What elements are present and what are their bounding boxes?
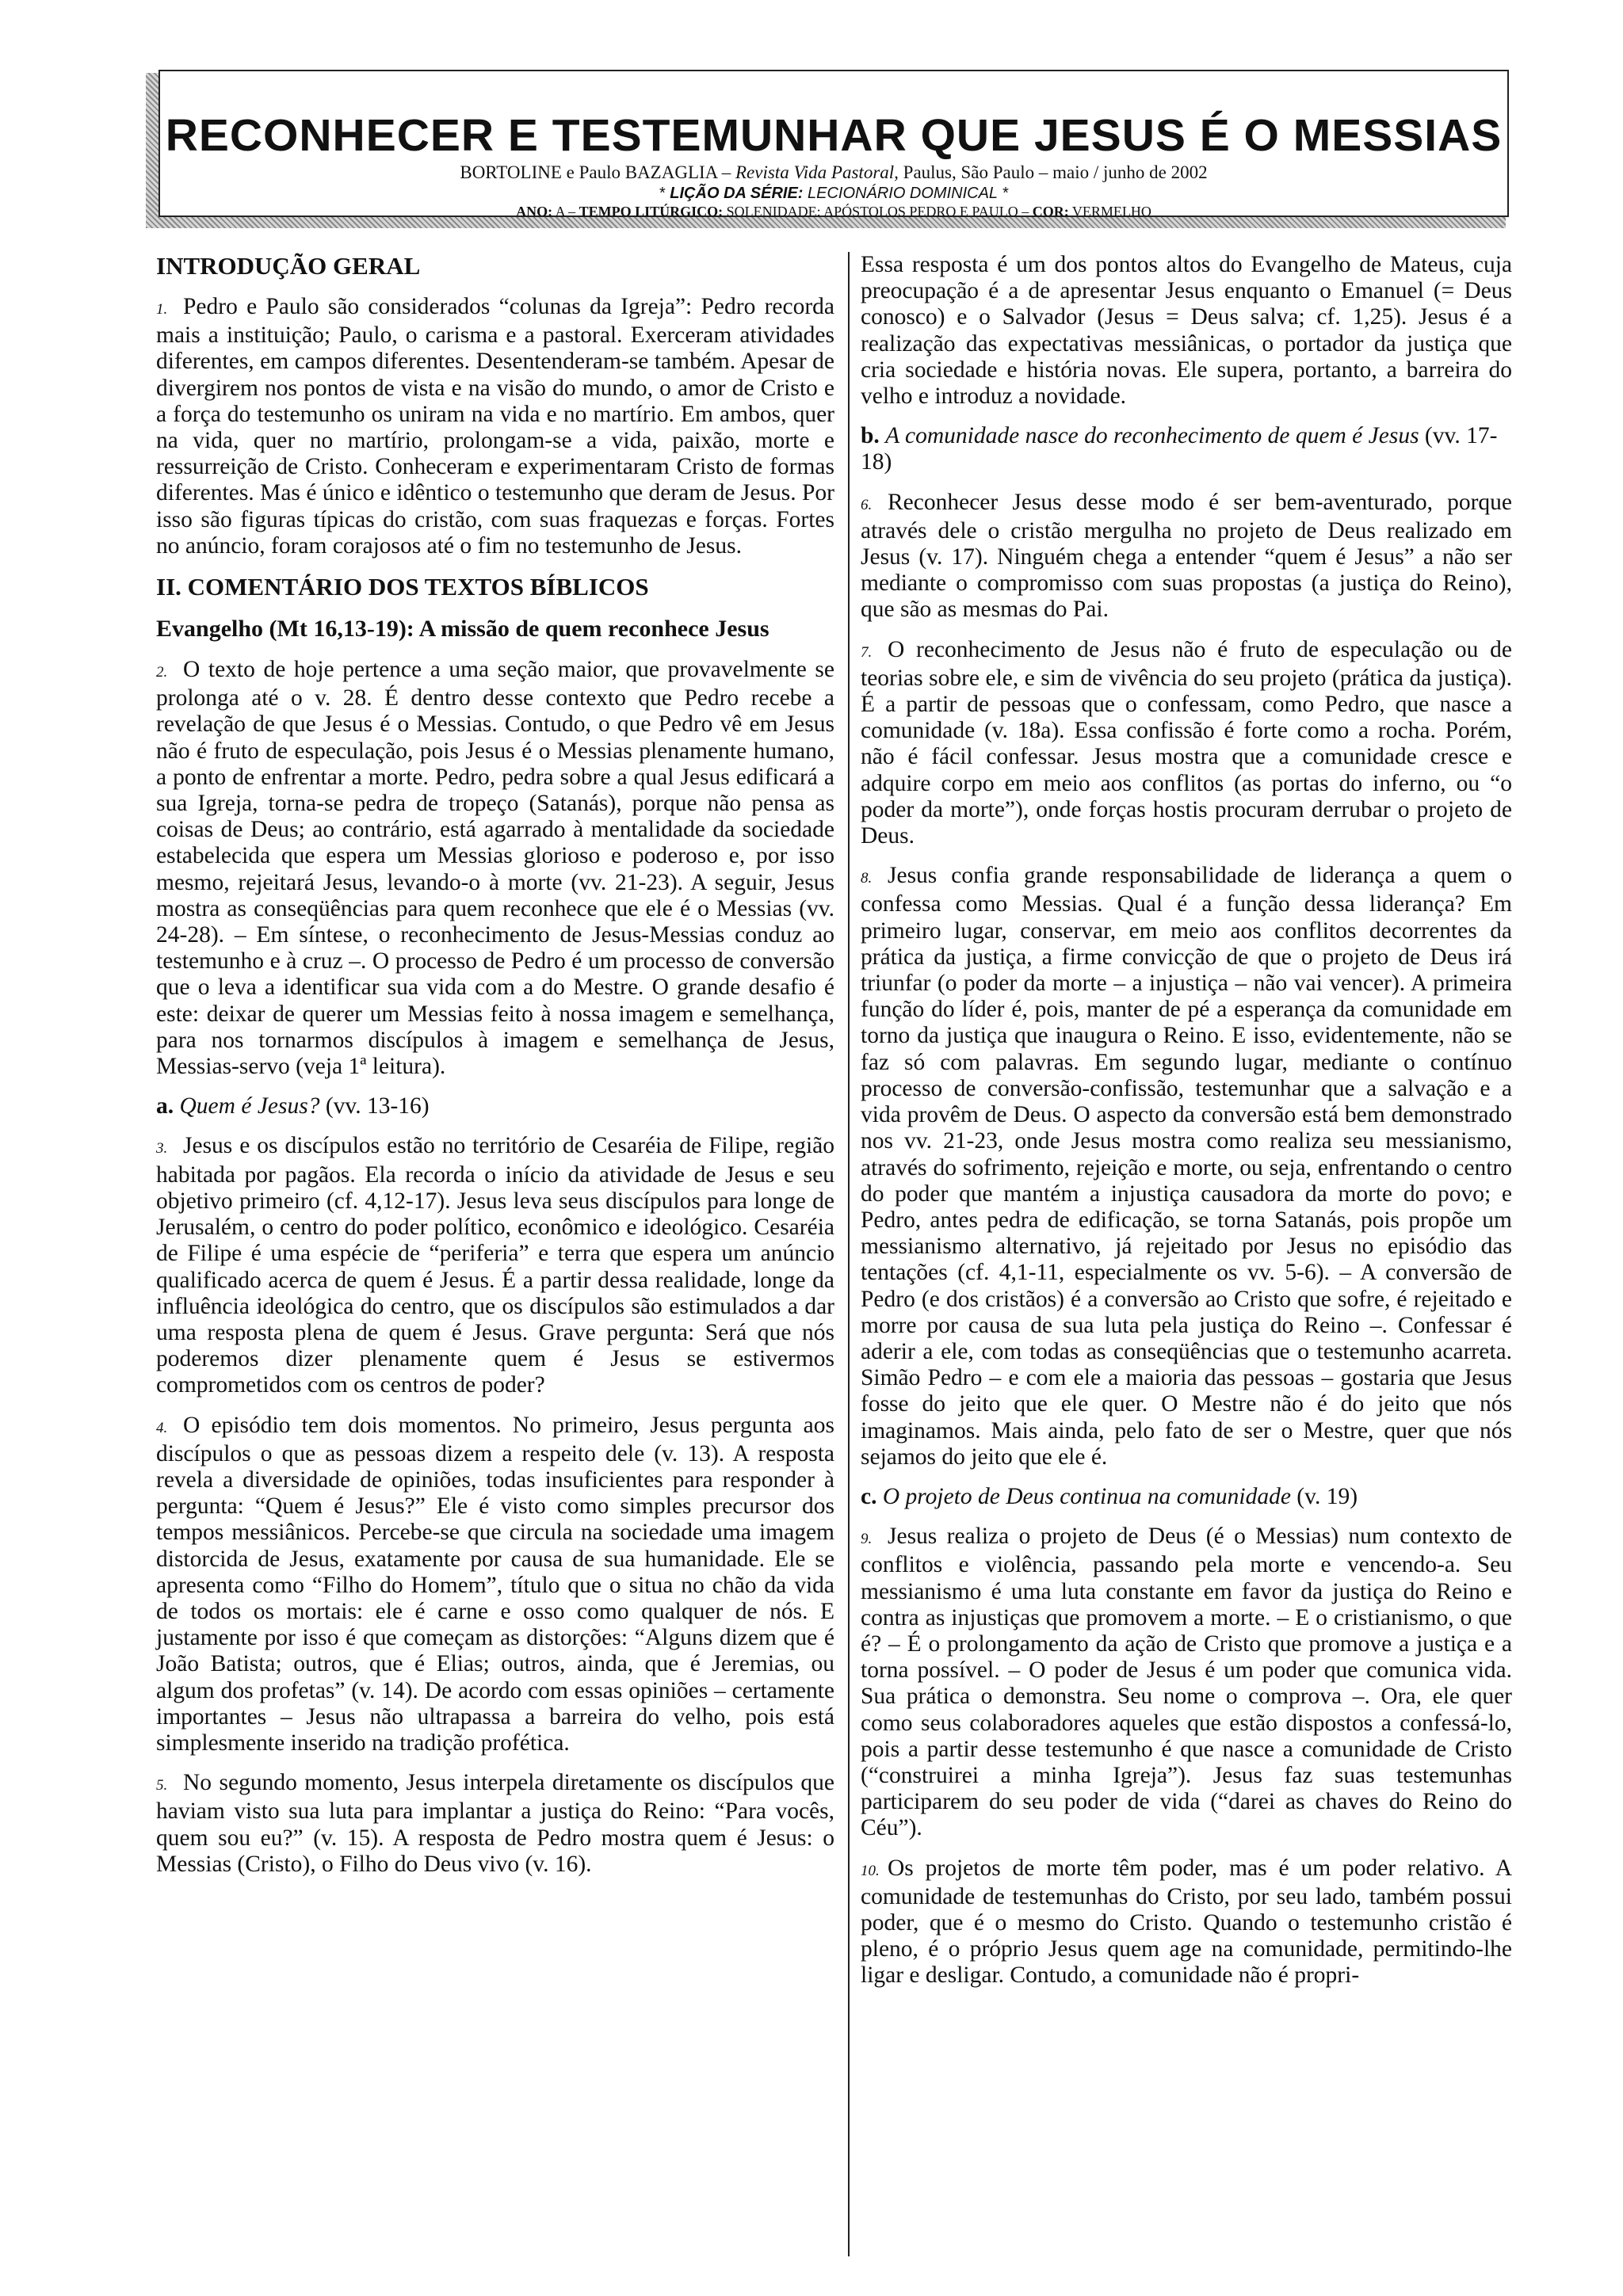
section-ref: (vv. 13-16) xyxy=(319,1093,430,1119)
page-title: RECONHECER E TESTEMUNHAR QUE JESUS É O MESSIAS xyxy=(165,110,1503,161)
paragraph-number: 5. xyxy=(156,1777,168,1794)
paragraph-number: 6. xyxy=(861,496,873,513)
paragraph-number: 4. xyxy=(156,1419,168,1436)
paragraph-number: 7. xyxy=(861,643,873,661)
ano-value: A – xyxy=(552,204,579,219)
publisher: Paulus, São Paulo – maio / junho de 2002 xyxy=(898,162,1208,182)
paragraph-text: Os projetos de morte têm poder, mas é um poder relativo. A comunidade de testemunhas do Cristo, por seu lado, também possui poder, que é o mesmo do Cristo. Quando o testemunho cristão é pleno, é o próprio Jesus quem age na comunidade, permitindo-lhe ligar e desligar. Contudo, a comunidade não é propri- xyxy=(861,1855,1512,1989)
tempo-label: TEMPO LITÚRGICO: xyxy=(579,204,724,219)
header-box xyxy=(158,70,1509,217)
paragraph-2 xyxy=(156,657,834,1080)
paragraph-10 xyxy=(861,1855,1512,1989)
series-value: LECIONÁRIO DOMINICAL * xyxy=(803,185,1009,202)
section-title: A comunidade nasce do reconhecimento de quem é Jesus xyxy=(885,423,1419,449)
paragraph-number: 9. xyxy=(861,1531,873,1548)
column-divider xyxy=(848,252,850,2256)
paragraph-5 xyxy=(156,1770,834,1878)
paragraph-5-continued: Essa resposta é um dos pontos altos do Evangelho de Mateus, cuja preocupação é a de apresentar Jesus enquanto o Emanuel (= Deus conosco) e o Salvador (Jesus = Deus salva; cf. 1,25). Jesus é a realização das expectativas messiânicas, o portador da justiça que cria sociedade e história novas. Ele supera, portanto, a barreira do velho e introduz a novidade. xyxy=(861,252,1512,410)
series-label: LIÇÃO DA SÉRIE: xyxy=(670,185,804,202)
ano-label: ANO: xyxy=(516,204,553,219)
section-label: a. xyxy=(156,1093,174,1119)
paragraph-number: 3. xyxy=(156,1140,168,1158)
paragraph-9 xyxy=(861,1524,1512,1841)
authors: BORTOLINE e Paulo BAZAGLIA – xyxy=(460,162,735,182)
section-label: c. xyxy=(861,1483,877,1509)
series-prefix: * xyxy=(659,185,670,202)
section-title: O projeto de Deus continua na comunidade xyxy=(882,1483,1291,1509)
paragraph-text: Pedro e Paulo são considerados “colunas da Igreja”: Pedro recorda mais a instituição; Paulo, o carisma e a pastoral. Exerceram atividades diferentes, em campos diferentes. Desentenderam-se também. Apesar de divergirem nos pontos de vista e na visão do mundo, o amor de Cristo e a força do testemunho os uniram na vida e no martírio. Em ambos, quer na vida, quer no martírio, prolongam-se a vida, paixão, morte e ressurreição de Cristo. Conheceram e experimentaram Cristo de formas diferentes. Mas é único e idêntico o testemunho que deram de Jesus. Por isso são figuras típicas do cristão, com suas fraquezas e forças. Fortes no anúncio, foram corajosos até o fim no testemunho de Jesus. xyxy=(156,294,834,559)
paragraph-6 xyxy=(861,490,1512,624)
heading-introducao: INTRODUÇÃO GERAL xyxy=(156,252,421,280)
journal-name: Revista Vida Pastoral, xyxy=(735,162,899,182)
paragraph-3 xyxy=(156,1133,834,1398)
section-ref: (vv. 17-18) xyxy=(861,423,1498,475)
paragraph-number: 1. xyxy=(156,301,168,318)
paragraph-text: O texto de hoje pertence a uma seção maior, que provavelmente se prolonga até o v. 28. É dentro desse contexto que Pedro recebe a revelação de que Jesus é o Messias. Contudo, o que Pedro vê em Jesus não é fruto de especulação, pois Jesus é o Messias plenamente humano, a ponto de enfrentar a morte. Pedro, pedra sobre a qual Jesus edificará a sua Igreja, torna-se pedra de tropeço (Satanás), porque não pensa as coisas de Deus; ao contrário, está agarrado à mentalidade da sociedade estabelecida que espera um Messias glorioso e poderoso e, por isso mesmo, rejeitará Jesus, levando-o à morte (vv. 21-23). A seguir, Jesus mostra as conseqüências para quem reconhece que ele é o Messias (vv. 24-28). – Em síntese, o reconhecimento de Jesus-Messias conduz ao testemunho e à cruz –. O processo de Pedro é um processo de conversão que o leva a identificar sua vida com a do Mestre. O grande desafio é este: deixar de querer um Messias feito à nossa imagem e semelhança, para nos tornarmos discípulos à imagem e semelhança de Jesus, Messias-servo (veja 1ª leitura). xyxy=(156,657,834,1080)
section-label: b. xyxy=(861,423,880,449)
tempo-value: SOLENIDADE: APÓSTOLOS PEDRO E PAULO – xyxy=(723,204,1033,219)
paragraph-text: Jesus e os discípulos estão no território de Cesaréia de Filipe, região habitada por pagãos. Ela recorda o início da atividade de Jesus e seu objetivo primeiro (cf. 4,12-17). Jesus leva seus discípulos para longe de Jerusalém, o centro do poder político, econômico e ideológico. Cesaréia de Filipe é uma espécie de “periferia” e terra que espera um anúncio qualificado acerca de quem é Jesus. É a partir dessa realidade, longe da influência ideológica do centro, que os discípulos são estimulados a dar uma resposta plena de quem é Jesus. Grave pergunta: Será que nós poderemos dizer plenamente quem é Jesus se estivermos comprometidos com os centros de poder? xyxy=(156,1133,834,1398)
section-b-heading xyxy=(861,423,1512,475)
section-ref: (v. 19) xyxy=(1290,1483,1358,1509)
section-title: Quem é Jesus? xyxy=(179,1093,320,1119)
section-c-heading xyxy=(861,1484,1512,1510)
liturgical-line xyxy=(160,203,1507,220)
source-line xyxy=(160,162,1507,184)
cor-label: COR: xyxy=(1032,204,1069,219)
paragraph-text: O episódio tem dois momentos. No primeiro, Jesus pergunta aos discípulos o que as pessoas dizem a respeito dele (v. 13). A resposta revela a diversidade de opiniões, todas insuficientes para responder à pergunta: “Quem é Jesus?” Ele é visto como simples precursor dos tempos messiânicos. Percebe-se que circula na sociedade uma imagem distorcida de Jesus, exatamente por causa de sua humanidade. Ele se apresenta como “Filho do Homem”, título que o situa no chão da vida de todos os mortais: ele é carne e osso como qualquer de nós. E justamente por isso é que começam as distorções: “Alguns dizem que é João Batista; outros, que é Elias; outros, ainda, que é Jeremias, ou algum dos profetas” (v. 14). De acordo com essas opiniões – certamente importantes – Jesus não ultrapassa a barreira do velho, pois está simplesmente inserido na tradição profética. xyxy=(156,1412,834,1756)
paragraph-4 xyxy=(156,1413,834,1757)
paragraph-number: 2. xyxy=(156,664,168,681)
paragraph-text: Jesus realiza o projeto de Deus (é o Messias) num contexto de conflitos e violência, passando pela morte e vencendo-a. Seu messianismo é uma luta constante em favor da justiça do Reino e contra as injustiças que promovem a morte. – E o cristianismo, o que é? – É o prolongamento da ação de Cristo que promove a justiça e a torna possível. – O poder de Jesus é um poder que comunica vida. Sua prática o demonstra. Seu nome o comprova –. Ora, ele quer como seus colaboradores aqueles que estão dispostos a confessá-lo, pois a partir desse testemunho é que nasce a comunidade de Cristo (“construirei a minha Igreja”). Jesus faz suas testemunhas participarem do seu poder de vida (“darei as chaves do Reino do Céu”). xyxy=(861,1524,1512,1841)
paragraph-text: O reconhecimento de Jesus não é fruto de especulação ou de teorias sobre ele, e sim de vivência do seu projeto (prática da justiça). É a partir de pessoas que o confessam, como Pedro, que nasce a comunidade (v. 18a). Essa confissão é forte como a rocha. Porém, não é fácil confessar. Jesus mostra que a comunidade cresce e adquire corpo em meio aos conflitos (as portas do inferno, ou “o poder da morte”), onde forças hostis procuram derrubar o projeto de Deus. xyxy=(861,636,1512,849)
paragraph-text: Jesus confia grande responsabilidade de liderança a quem o confessa como Messias. Qual é a função dessa liderança? Em primeiro lugar, conservar, em meio aos conflitos decorrentes da prática da justiça, a firme convicção de que o projeto de Deus irá triunfar (o poder da morte – a injustiça – não vai vencer). A primeira função do líder é, pois, manter de pé a esperança da comunidade em torno da justiça que inaugura o Reino. E isso, evidentemente, não se faz só com palavras. Em segundo lugar, mediante o contínuo processo de conversão-confissão, testemunhar que a salvação e a vida provêm de Deus. O aspecto da conversão está bem demonstrado nos vv. 21-23, onde Jesus mostra como realiza seu messianismo, através do sofrimento, rejeição e morte, ou seja, enfrentando o centro do poder que mantém a injustiça causadora da morte do povo; e Pedro, antes pedra de edificação, se torna Satanás, pois propõe um messianismo alternativo, já rejeitado por Jesus no episódio das tentações (cf. 4,1-11, especialmente os vv. 5-6). – A conversão de Pedro (e dos cristãos) é a conversão ao Cristo que sofre, é rejeitado e morre por causa de sua luta pela justiça do Reino –. Confessar é aderir a ele, com todas as conseqüências que o testemunho acarreta. Simão Pedro – e com ele a maioria das pessoas – gostaria que Jesus fosse do jeito que ele quer. O Mestre não é do jeito que nós imaginamos. Mais ainda, pelo fato de ser o Mestre, quer que nós sejamos do jeito que ele é. xyxy=(861,863,1512,1470)
paragraph-text: No segundo momento, Jesus interpela diretamente os discípulos que haviam visto sua luta para implantar a justiça do Reino: “Para vocês, quem sou eu?” (v. 15). A resposta de Pedro mostra quem é Jesus: o Messias (Cristo), o Filho do Deus vivo (v. 16). xyxy=(156,1770,834,1877)
series-line xyxy=(160,184,1507,203)
paragraph-number: 10. xyxy=(861,1862,880,1879)
paragraph-7 xyxy=(861,637,1512,850)
section-a-heading xyxy=(156,1093,834,1119)
cor-value: VERMELHO xyxy=(1068,204,1151,219)
right-column xyxy=(861,252,1512,1989)
left-column xyxy=(156,252,834,1878)
heading-evangelho: Evangelho (Mt 16,13-19): A missão de quem reconhece Jesus xyxy=(156,616,769,643)
paragraph-1 xyxy=(156,294,834,559)
paragraph-number: 8. xyxy=(861,870,873,887)
heading-comentario: II. COMENTÁRIO DOS TEXTOS BÍBLICOS xyxy=(156,573,649,601)
paragraph-text: Reconhecer Jesus desse modo é ser bem-aventurado, porque através dele o cristão mergulha no projeto de Deus realizado em Jesus (v. 17). Ninguém chega a entender “quem é Jesus” a não ser mediante o compromisso com suas propostas (a justiça do Reino), que são as mesmas do Pai. xyxy=(861,489,1512,623)
paragraph-8 xyxy=(861,863,1512,1470)
